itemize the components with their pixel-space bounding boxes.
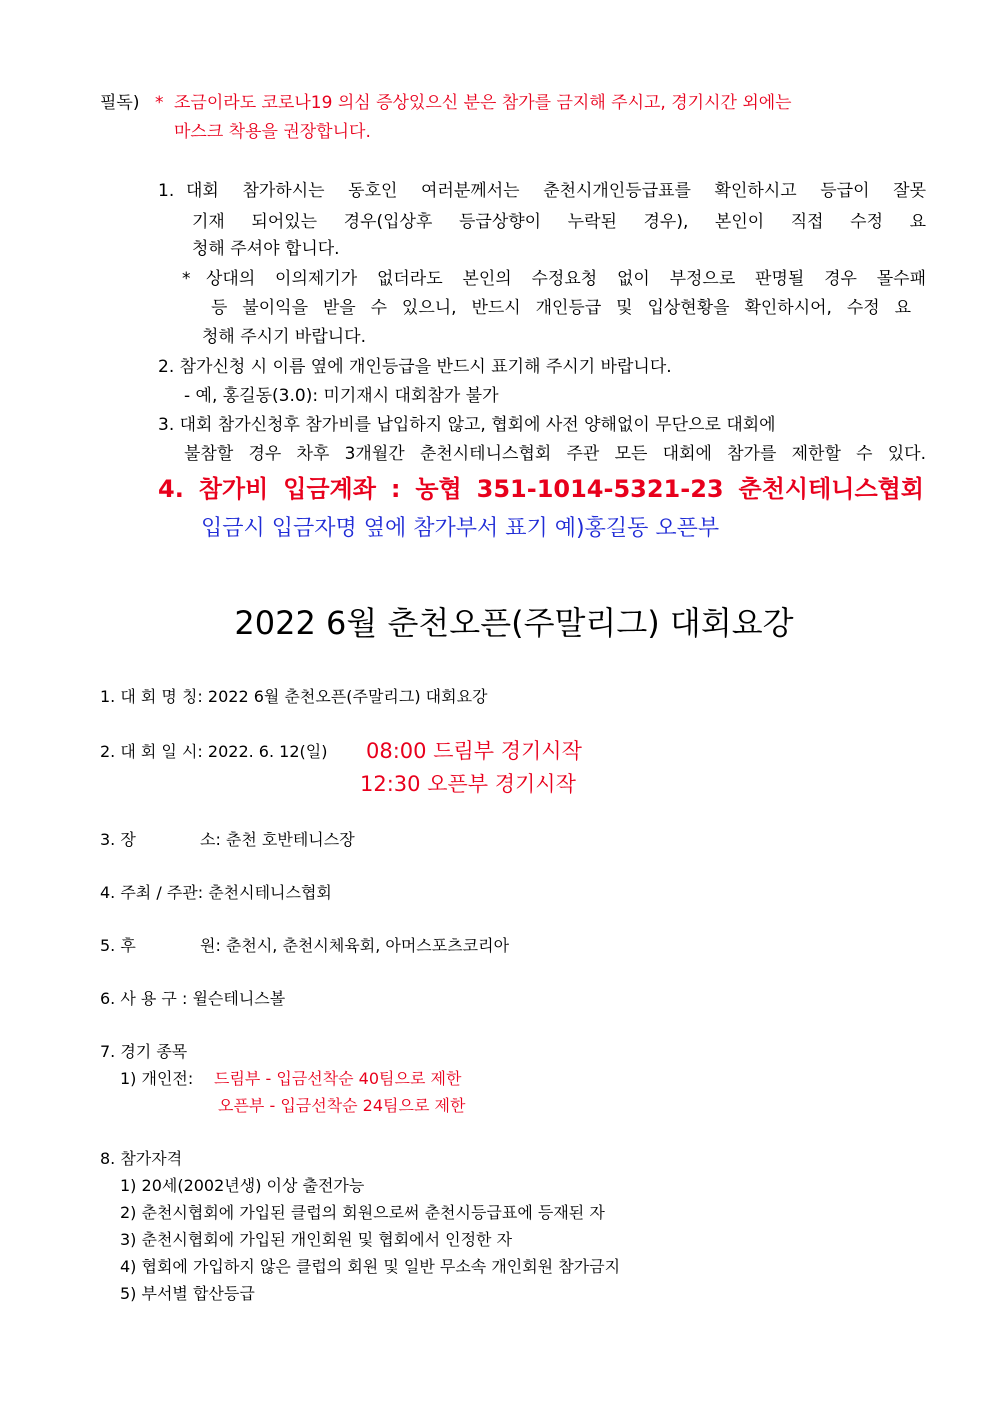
notice-prefix: 필독) [100, 93, 140, 113]
detail-4-host: 4. 주최 / 주관: 춘천시테니스협회 [100, 883, 332, 902]
detail-2-date-label: 2. 대 회 일 시: 2022. 6. 12(일) [100, 742, 328, 761]
detail-7-events: 7. 경기 종목 [100, 1042, 188, 1061]
eligibility-item: 4) 협회에 가입하지 않은 클럽의 회원 및 일반 무소속 개인회원 참가금지 [120, 1257, 621, 1276]
rule-1-number: 1. [158, 181, 175, 201]
rule-3-line-1: 3. 대회 참가신청후 참가비를 납입하지 않고, 협회에 사전 양해없이 무단으로 대회에 [158, 415, 776, 435]
rule-1-note-star: * [182, 269, 191, 289]
detail-1-event-name: 1. 대 회 명 칭: 2022 6월 춘천오픈(주말리그) 대회요강 [100, 687, 488, 706]
eligibility-item: 3) 춘천시협회에 가입된 개인회원 및 협회에서 인정한 자 [120, 1230, 513, 1249]
eligibility-item: 2) 춘천시협회에 가입된 클럽의 회원으로써 춘천시등급표에 등재된 자 [120, 1203, 605, 1222]
detail-5-sponsor-label: 5. 후 [100, 936, 136, 955]
notice-line-1: 조금이라도 코로나19 의심 증상있으신 분은 참가를 금지해 주시고, 경기시간 외에는 [174, 93, 792, 113]
page-title: 2022 6월 춘천오픈(주말리그) 대회요강 [234, 604, 794, 642]
rule-3-line-2: 불참할 경우 차후 3개월간 춘천시테니스협회 주관 모든 대회에 참가를 제한할 수 있다. [184, 444, 926, 464]
rule-1-note-line-2: 등 불이익을 받을 수 있으니, 반드시 개인등급 및 입상현황을 확인하시어, 수정 요 [211, 298, 911, 318]
rule-2-line-1: 2. 참가신청 시 이름 옆에 개인등급을 반드시 표기해 주시기 바랍니다. [158, 357, 672, 377]
rule-1-line-2: 기재 되어있는 경우(입상후 등급상향이 누락된 경우), 본인이 직접 수정 요 [192, 212, 926, 232]
rule-1-note-line-1: 상대의 이의제기가 없더라도 본인의 수정요청 없이 부정으로 판명될 경우 몰수패 [206, 269, 926, 289]
notice-line-2: 마스크 착용을 권장합니다. [174, 122, 371, 142]
rule-1-note-line-3: 청해 주시기 바랍니다. [202, 327, 367, 347]
detail-6-ball: 6. 사 용 구 : 윌슨테니스볼 [100, 989, 286, 1008]
detail-7-individual-label: 1) 개인전: [120, 1069, 194, 1088]
detail-7-dream-limit: 드림부 - 입금선착순 40팀으로 제한 [214, 1069, 462, 1088]
rule-1-line-1: 대회 참가하시는 동호인 여러분께서는 춘천시개인등급표를 확인하시고 등급이 잘못 [186, 181, 926, 201]
detail-8-eligibility: 8. 참가자격 [100, 1149, 183, 1168]
notice-star: * [155, 93, 164, 113]
rule-1-line-3: 청해 주셔야 합니다. [192, 239, 340, 259]
rule-4-account: 4. 참가비 입금계좌 : 농협 351-1014-5321-23 춘천시테니스협회 [158, 475, 924, 503]
detail-3-venue-value: 소: 춘천 호반테니스장 [200, 830, 355, 849]
eligibility-item: 5) 부서별 합산등급 [120, 1284, 255, 1303]
detail-7-open-limit: 오픈부 - 입금선착순 24팀으로 제한 [218, 1096, 466, 1115]
eligibility-item: 1) 20세(2002년생) 이상 출전가능 [120, 1176, 365, 1195]
detail-3-venue-label: 3. 장 [100, 830, 136, 849]
rule-4-deposit-note: 입금시 입금자명 옆에 참가부서 표기 예)홍길동 오픈부 [201, 516, 720, 541]
detail-2-time-open: 12:30 오픈부 경기시작 [360, 772, 576, 796]
rule-2-line-2: - 예, 홍길동(3.0): 미기재시 대회참가 불가 [184, 386, 499, 406]
detail-2-time-dream: 08:00 드림부 경기시작 [366, 739, 582, 763]
detail-5-sponsor-value: 원: 춘천시, 춘천시체육회, 아머스포츠코리아 [200, 936, 510, 955]
